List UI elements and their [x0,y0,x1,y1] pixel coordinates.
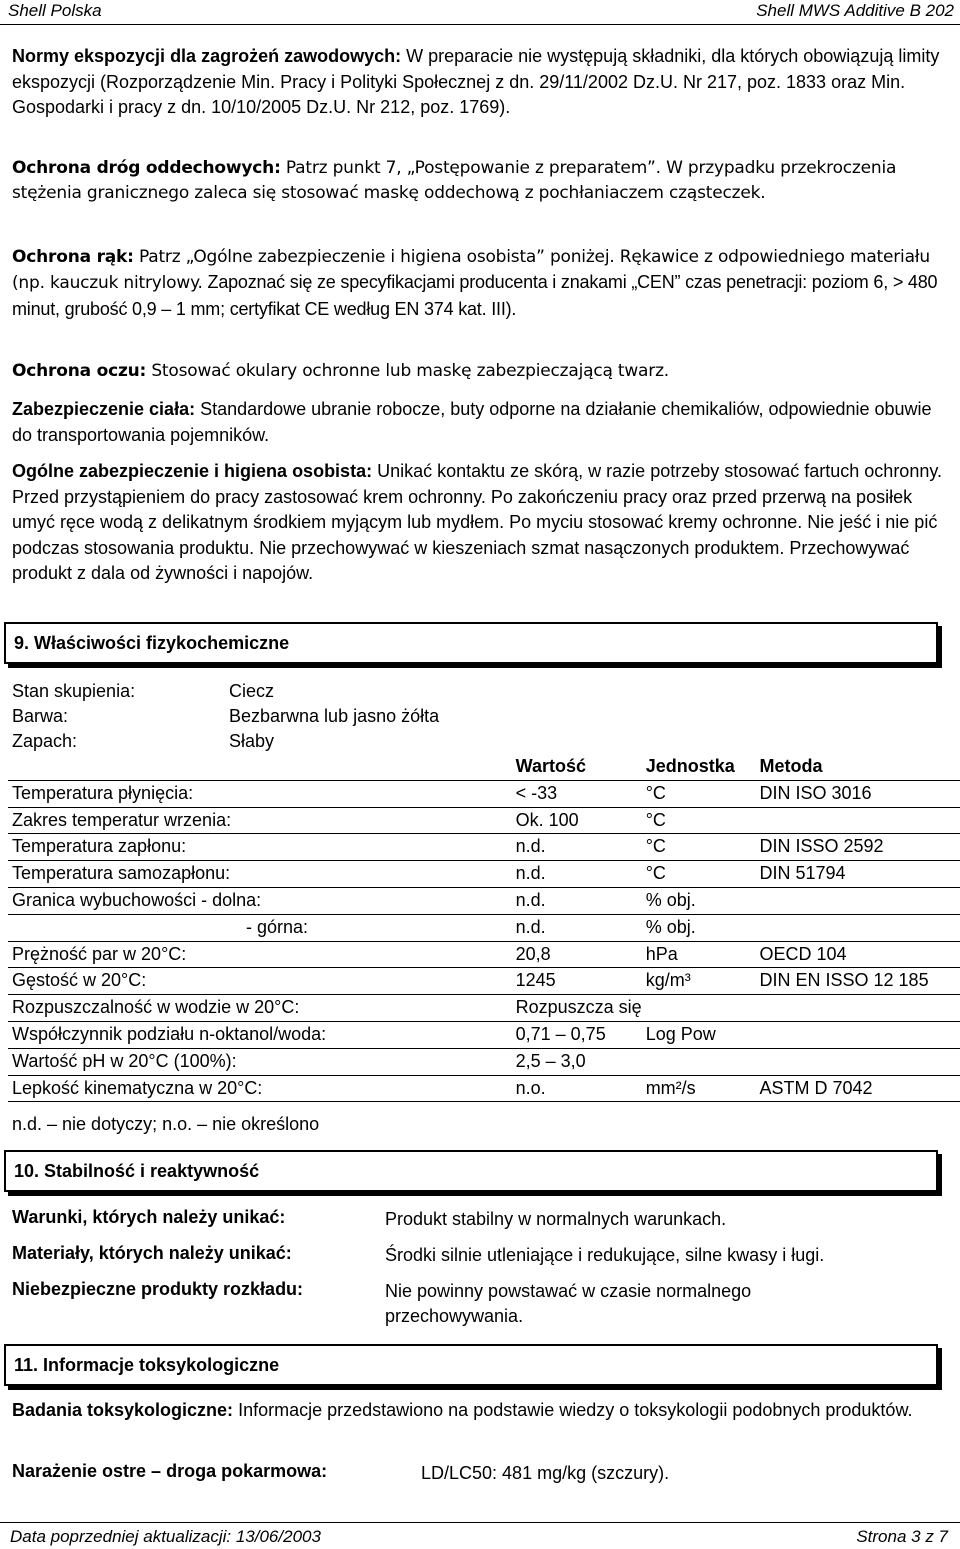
section-11-heading [4,1344,938,1386]
body-label: Zabezpieczenie ciała: [12,399,195,419]
odor-label: Zapach: [12,729,77,754]
decomposition-value [385,1279,751,1329]
exposure-label: Normy ekspozycji dla zagrożeń zawodowych: [12,46,401,66]
section-10-heading [4,1150,938,1192]
property-method [756,1021,960,1048]
respiratory-paragraph [12,156,956,207]
property-unit: °C [642,780,756,807]
footer-page: Strona 3 z 7 [856,1527,948,1547]
property-unit: % obj. [642,887,756,914]
state-label: Stan skupienia: [12,679,135,704]
header-method: Metoda [756,754,960,780]
property-unit: °C [642,807,756,834]
tox-paragraph [12,1398,956,1424]
property-value: n.d. [512,861,642,888]
property-value: 20,8 [512,941,642,968]
header-product: Shell MWS Additive B 202 [756,1,954,21]
property-name: Wartość pH w 20°C (100%): [8,1048,512,1075]
property-name: Temperatura płynięcia: [8,780,512,807]
property-value: 0,71 – 0,75 [512,1021,642,1048]
property-method: DIN 51794 [756,861,960,888]
section-11-title: 11. Informacje toksykologiczne [14,1355,279,1376]
property-method: DIN ISSO 2592 [756,834,960,861]
hand-text-2: Zapoznać się ze specyfikacjami producenta i znakami „CEN” czas penetracji: poziom 6, > 480 minut, grubość 0,9 – 1 mm; certyfikat CE według EN 374 kat. III). [12,272,937,318]
property-unit [642,1048,756,1075]
hand-paragraph [12,245,956,323]
avoid-materials-label: Materiały, których należy unikać: [12,1243,292,1264]
property-method: DIN ISO 3016 [756,780,960,807]
property-value: n.d. [512,834,642,861]
eye-label: Ochrona oczu: [12,361,146,381]
property-name: Współczynnik podziału n-oktanol/woda: [8,1021,512,1048]
property-value: n.o. [512,1075,642,1102]
acute-label: Narażenie ostre – droga pokarmowa: [12,1461,327,1482]
table-row [8,941,960,968]
property-name: Zakres temperatur wrzenia: [8,807,512,834]
decomposition-value-line-1: Nie powinny powstawać w czasie normalnego [385,1281,751,1301]
property-unit: Log Pow [642,1021,756,1048]
property-name: Lepkość kinematyczna w 20°C: [8,1075,512,1102]
abbreviation-note: n.d. – nie dotyczy; n.o. – nie określono [12,1112,956,1138]
header-value: Wartość [512,754,642,780]
respiratory-text: Patrz punkt 7, „Postępowanie z preparatem”. W przypadku przekroczenia stężenia granicznego zaleca się stosować maskę oddechową z pochłaniaczem cząsteczek. [12,158,896,203]
property-method: DIN EN ISSO 12 185 [756,968,960,995]
header-company: Shell Polska [8,1,102,21]
property-name: Rozpuszczalność w wodzie w 20°C: [8,995,512,1022]
property-value: n.d. [512,914,642,941]
page-header [0,0,960,25]
table-row [8,968,960,995]
color-label: Barwa: [12,704,68,729]
table-row [8,914,960,941]
property-value: n.d. [512,887,642,914]
exposure-text: W preparacie nie występują składniki, dla których obowiązują limity ekspozycji (Rozporządzenie Min. Pracy i Polityki Społecznej z dn. 29/11/2002 Dz.U. Nr 217, poz. 1833 oraz Min. Gospodarki i pracy z dn. 10/10/2005 Dz.U. Nr 212, poz. 1769). [12,46,939,117]
property-unit: kg/m³ [642,968,756,995]
eye-text: Stosować okulary ochronne lub maskę zabezpieczającą twarz. [146,361,669,381]
property-method [756,995,960,1022]
section-10-title: 10. Stabilność i reaktywność [14,1161,259,1182]
property-unit: % obj. [642,914,756,941]
table-row [8,780,960,807]
table-row [8,861,960,888]
section-9-title: 9. Właściwości fizykochemiczne [14,633,289,654]
color-value: Bezbarwna lub jasno żółta [229,704,439,729]
decomposition-label: Niebezpieczne produkty rozkładu: [12,1279,303,1300]
body-paragraph [12,397,956,448]
table-row [8,1021,960,1048]
table-row [8,807,960,834]
property-unit: hPa [642,941,756,968]
property-unit: °C [642,861,756,888]
property-value: 2,5 – 3,0 [512,1048,642,1075]
property-name: Gęstość w 20°C: [8,968,512,995]
property-method [756,887,960,914]
property-value: 1245 [512,968,642,995]
property-value: < -33 [512,780,642,807]
property-name: Temperatura samozapłonu: [8,861,512,888]
acute-value: LD/LC50: 481 mg/kg (szczury). [421,1461,669,1486]
property-unit [642,995,756,1022]
body-text: Standardowe ubranie robocze, buty odporne na działanie chemikaliów, odpowiednie obuwie do transportowania pojemników. [12,399,932,445]
property-method: ASTM D 7042 [756,1075,960,1102]
property-name: Granica wybuchowości - dolna: [8,887,512,914]
tox-label: Badania toksykologiczne: [12,1400,233,1420]
header-unit: Jednostka [642,754,756,780]
property-name: - górna: [8,914,512,941]
property-unit: mm²/s [642,1075,756,1102]
property-name: Prężność par w 20°C: [8,941,512,968]
exposure-paragraph [12,44,956,121]
property-method [756,914,960,941]
property-unit: °C [642,834,756,861]
table-row [8,834,960,861]
property-value: Ok. 100 [512,807,642,834]
decomposition-value-line-2: przechowywania. [385,1306,523,1326]
table-row [8,1075,960,1102]
page-footer [0,1522,960,1549]
hygiene-label: Ogólne zabezpieczenie i higiena osobista: [12,461,372,481]
property-value: Rozpuszcza się [512,995,642,1022]
respiratory-label: Ochrona dróg oddechowych: [12,158,281,178]
hygiene-paragraph [12,459,956,587]
footer-date: Data poprzedniej aktualizacji: 13/06/2003 [10,1527,321,1547]
properties-table-body [8,754,960,1102]
avoid-materials-value: Środki silnie utleniające i redukujące, silne kwasy i ługi. [385,1243,824,1268]
table-row [8,1048,960,1075]
hand-text: Patrz „Ogólne zabezpieczenie i higiena osobista” poniżej. Rękawice z odpowiedniego materiału (np. kauczuk nitrylowy. [12,247,930,293]
hygiene-text: Unikać kontaktu ze skórą, w razie potrzeby stosować fartuch ochronny. Przed przystąpieniem do pracy zastosować krem ochronny. Po zakończeniu pracy oraz przed przerwą na posiłek umyć ręce wodą z delikatnym środkiem myjącym lub mydłem. Po myciu stosować kremy ochronne. Nie jeść i nie pić podczas stosowania produktu. Nie przechowywać w kieszeniach szmat nasączonych produktem. Przechowywać produkt z dala od żywności i napojów. [12,461,942,583]
section-9-heading [4,622,938,664]
tox-text: Informacje przedstawiono na podstawie wiedzy o toksykologii podobnych produktów. [233,1400,912,1420]
hand-label: Ochrona rąk: [12,247,134,267]
odor-value: Słaby [229,729,274,754]
property-method [756,807,960,834]
eye-paragraph [12,359,956,384]
table-header-row [8,754,960,780]
properties-table [8,754,960,1102]
property-method: OECD 104 [756,941,960,968]
avoid-conditions-value: Produkt stabilny w normalnych warunkach. [385,1207,726,1232]
property-name: Temperatura zapłonu: [8,834,512,861]
avoid-conditions-label: Warunki, których należy unikać: [12,1207,285,1228]
state-value: Ciecz [229,679,274,704]
table-header-blank [8,754,512,780]
table-row [8,887,960,914]
property-method [756,1048,960,1075]
table-row [8,995,960,1022]
